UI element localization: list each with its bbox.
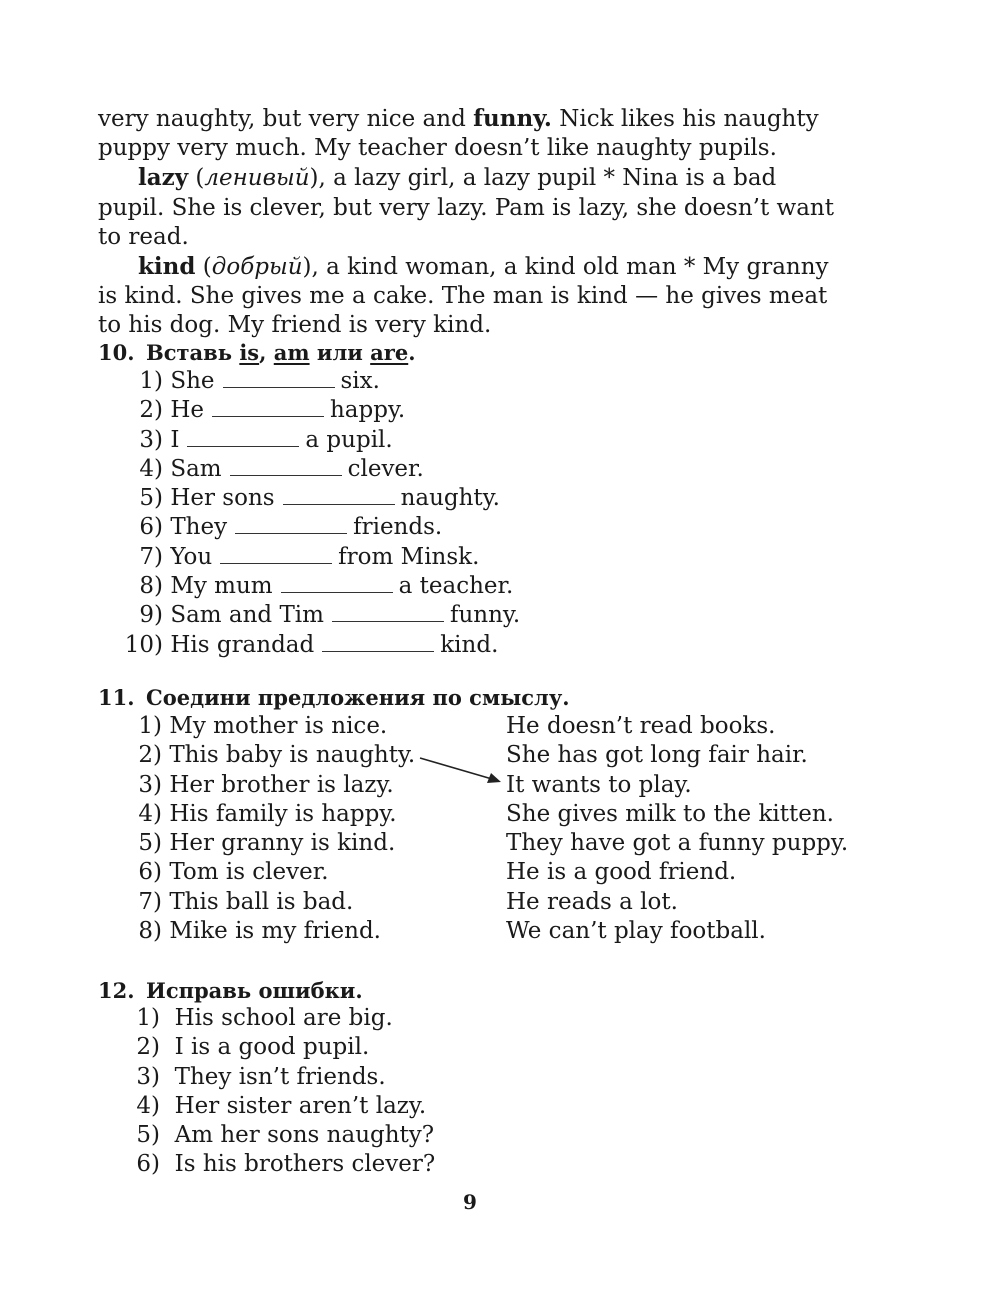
item-text: My mum [170, 573, 273, 600]
instruction: Соедини предложения по смыслу. [146, 685, 570, 710]
item-text: His family is happy. [169, 800, 397, 827]
item-text: This ball is bad. [169, 888, 354, 915]
exercise-number: 12. [98, 978, 135, 1003]
list-item [98, 1004, 435, 1033]
item-text: Her brother is lazy. [169, 771, 394, 798]
item-text: He [170, 397, 204, 424]
separator: . [408, 340, 416, 365]
text: ), a lazy girl, a lazy pupil * Nina is a bad pupil. She is clever, but very lazy. Pam is lazy, she doesn’t want to read. [98, 165, 834, 250]
item-text: Am her sons naughty? [174, 1122, 435, 1149]
item-number: 7) [139, 543, 163, 570]
item-text: a teacher. [398, 573, 514, 600]
list-item: They have got a funny puppy. [506, 830, 849, 857]
item-number: 6) [139, 514, 163, 541]
item-number: 6) [138, 859, 162, 886]
item-text: This baby is naughty. [169, 742, 416, 769]
list-item [98, 1121, 435, 1150]
item-number: 5) [136, 1122, 160, 1149]
item-text: naughty. [400, 485, 500, 512]
item-text: Her granny is kind. [169, 830, 396, 857]
item-text: Sam and Tim [170, 602, 324, 629]
item-text: His school are big. [174, 1005, 393, 1031]
translation: ленивый [204, 165, 310, 192]
list-item [98, 1092, 435, 1121]
arrow-head [487, 773, 501, 783]
text: Nick likes his naughty puppy very much. My teacher doesn’t like naughty pupils. [98, 106, 819, 162]
item-text: Her sister aren’t lazy. [174, 1092, 427, 1119]
item-number: 1) [136, 1005, 160, 1031]
page-number: 9 [463, 1190, 477, 1214]
item-number: 6) [136, 1151, 160, 1178]
item-number: 2) [136, 1034, 160, 1061]
bold-word: kind [138, 253, 196, 281]
option-am: am [273, 340, 310, 365]
item-text: funny. [449, 602, 521, 629]
item-text: from Minsk. [338, 543, 480, 570]
list-item: He doesn’t read books. [506, 713, 776, 739]
exercise-number: 10. [98, 340, 135, 365]
item-text: six. [340, 368, 380, 394]
text: very naughty, but very nice and [98, 106, 474, 132]
item-number: 7) [138, 888, 162, 915]
arrow-line [420, 758, 492, 779]
list-item: He reads a lot. [506, 888, 678, 915]
item-text: happy. [329, 397, 406, 424]
list-item [98, 1150, 435, 1179]
item-text: a pupil. [305, 426, 393, 453]
item-text: clever. [347, 455, 424, 482]
item-text: They [170, 514, 228, 541]
item-text: I is a good pupil. [174, 1034, 370, 1061]
item-text: She [170, 368, 215, 394]
item-number: 2) [138, 742, 162, 769]
item-text: Her sons [170, 485, 275, 512]
item-text: kind. [440, 631, 499, 658]
item-number: 1) [139, 368, 163, 394]
bold-word: lazy [138, 164, 189, 192]
list-item: She gives milk to the kitten. [506, 800, 834, 827]
item-number: 4) [139, 455, 163, 482]
separator: или [309, 340, 371, 365]
option-is: is [239, 340, 260, 365]
item-number: 10) [124, 631, 163, 658]
item-text: My mother is nice. [169, 713, 388, 739]
list-item [98, 1063, 435, 1092]
item-number: 2) [139, 397, 163, 424]
instruction: Исправь ошибки. [146, 978, 363, 1003]
item-number: 9) [139, 602, 163, 629]
item-text: Is his brothers clever? [174, 1151, 436, 1178]
instruction: Вставь [146, 340, 240, 365]
option-are: are [370, 340, 409, 365]
exercise-number: 11. [98, 685, 135, 710]
item-number: 4) [138, 800, 162, 827]
text: ), a kind woman, a kind old man * My granny is kind. She gives me a cake. The man is kind — he gives meat to his dog. My friend is very kind. [98, 254, 829, 339]
item-text: They isn’t friends. [174, 1063, 386, 1090]
item-text: Mike is my friend. [169, 918, 381, 945]
bold-word: funny. [473, 105, 552, 132]
list-item: It wants to play. [506, 771, 692, 798]
translation: добрый [211, 254, 303, 281]
item-text: You [170, 543, 213, 570]
item-number: 8) [138, 918, 162, 945]
list-item: She has got long fair hair. [506, 742, 808, 769]
item-number: 5) [139, 485, 163, 512]
item-number: 4) [136, 1092, 160, 1119]
item-number: 1) [138, 713, 162, 739]
item-text: Sam [170, 455, 222, 482]
item-number: 8) [139, 573, 163, 600]
item-number: 3) [138, 771, 162, 798]
item-number: 3) [139, 426, 163, 453]
text: ( [188, 165, 205, 192]
text: ( [195, 254, 212, 281]
list-item: We can’t play football. [506, 918, 766, 945]
item-number: 5) [138, 830, 162, 857]
separator: , [259, 340, 274, 365]
item-number: 3) [136, 1063, 160, 1090]
item-text: I [170, 426, 180, 453]
list-item [98, 1033, 435, 1062]
item-text: His grandad [170, 631, 315, 658]
exercise-12-list [98, 1004, 435, 1180]
item-text: Tom is clever. [169, 859, 329, 886]
exercise-12-title [98, 978, 363, 1003]
item-text: friends. [353, 514, 443, 541]
list-item: He is a good friend. [506, 859, 737, 886]
